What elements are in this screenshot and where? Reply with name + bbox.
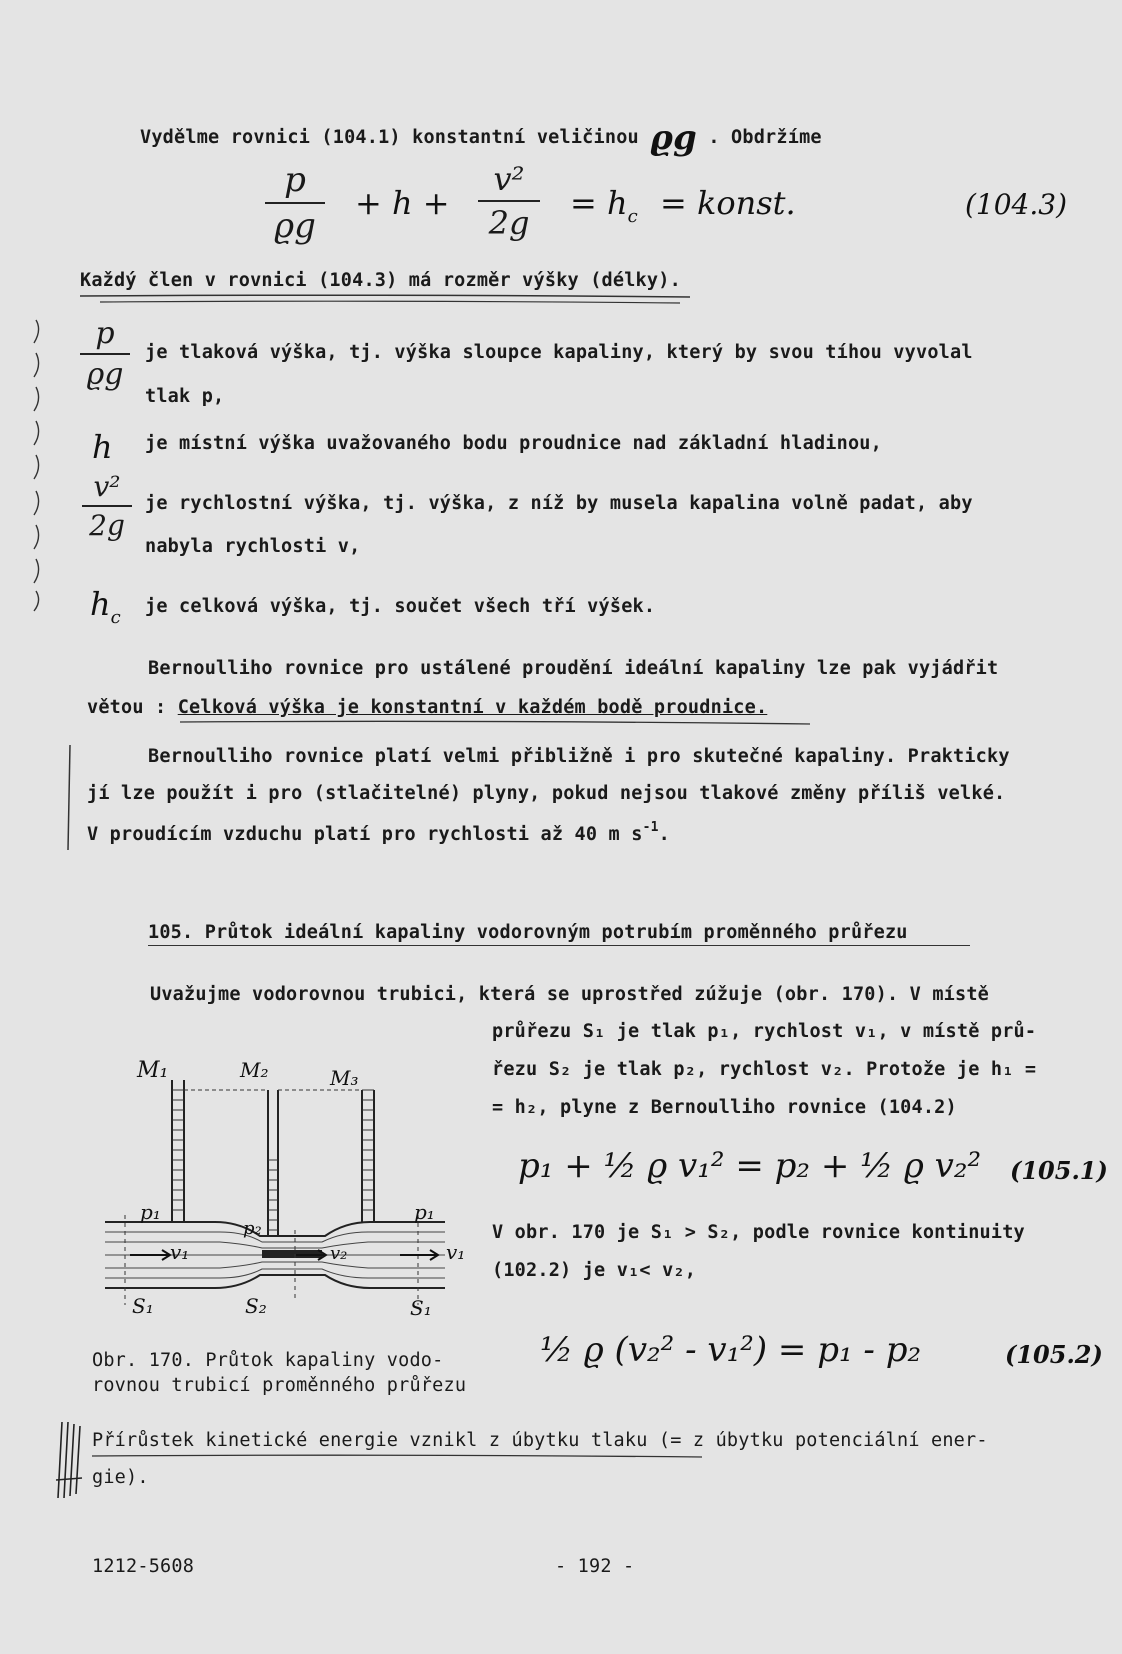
equation-105-1: p₁ + ½ ϱ v₁² = p₂ + ½ ϱ v₂² [518,1146,982,1186]
intro-post: . Obdržíme [708,127,822,148]
section-text2-line-1: V obr. 170 je S₁ > S₂, podle rovnice kontinuity [492,1222,1025,1243]
fig-label-m2: M₂ [240,1058,269,1082]
underline-bernoulli-statement [180,718,820,730]
intro-text: Vydělme rovnici (104.1) konstantní veličinou [140,127,639,148]
final-para-line-1: Přírůstek kinetické energie vznikl z úbytku tlaku (= z úbytku potenciální ener- [92,1430,988,1451]
each-term-sentence: Každý člen v rovnici (104.3) má rozměr výšky (délky). [80,270,681,291]
bernoulli-para-2-line-1: Bernoulliho rovnice platí velmi přibližně i pro skutečné kapaliny. Prakticky [148,746,1010,767]
def-symbol-v2-2g: v² 2g [82,470,132,542]
final-para-line-2: gie). [92,1467,149,1488]
def-3-line-1: je rychlostní výška, tj. výška, z níž by musela kapalina volně padat, aby [145,493,973,514]
margin-mark-final [52,1420,92,1500]
fig-label-s1-left: S₁ [132,1294,154,1318]
def-symbol-hc: $h_c$ [90,585,121,628]
fig-label-p2: p₂ [243,1218,262,1239]
fig-label-s1-right: S₁ [410,1296,432,1320]
section-text-line-3: řezu S₂ je tlak p₂, rychlost v₂. Protože je h₁ = [492,1059,1037,1080]
fig-label-v1-right: v₁ [446,1240,466,1264]
def-1-line-2: tlak p, [145,386,225,407]
fig-label-m1: M₁ [137,1058,169,1083]
eq-label-104-3: (104.3) [965,188,1068,221]
section-text-line-4: = h₂, plyne z Bernoulliho rovnice (104.2) [492,1097,957,1118]
footer-code: 1212-5608 [92,1556,195,1577]
section-heading-underline [148,945,970,946]
def-4-line-1: je celková výška, tj. součet všech tří výšek. [145,596,656,617]
def-1-line-1: je tlaková výška, tj. výška sloupce kapaliny, který by svou tíhou vyvolal [145,342,973,363]
fraction-v2-over-2g: v² 2g [478,160,540,242]
footer-page-number: - 192 - [555,1556,635,1577]
bernoulli-para-1-line-2: větou : Celková výška je konstantní v každém bodě proudnice. [87,697,768,718]
bernoulli-para-1-line-1: Bernoulliho rovnice pro ustálené proudění ideální kapaliny lze pak vyjádřit [148,658,999,679]
fig-label-p1-right: p₁ [414,1200,435,1224]
fig-label-p1-left: p₁ [140,1200,161,1224]
fig-label-s2: S₂ [245,1294,267,1318]
figure-170-pipe-diagram [100,1050,460,1310]
section-text-line-1: Uvažujme vodorovnou trubici, která se uprostřed zúžuje (obr. 170). V místě [150,984,990,1005]
section-heading: 105. Průtok ideální kapaliny vodorovným potrubím proměnného průřezu [148,922,908,943]
fig-label-v2: v₂ [330,1243,348,1264]
fraction-p-over-rho-g: p ϱg [265,160,325,246]
rhs-konst: = konst. [660,184,796,222]
intro-line [140,112,822,158]
rhs-hc: = $h_c$ [570,184,638,227]
def-symbol-p-rho-g: p ϱg [80,316,130,392]
def-2-line-1: je místní výška uvažovaného bodu proudnice nad základní hladinou, [145,433,882,454]
section-text-line-2: průřezu S₁ je tlak p₁, rychlost v₁, v místě prů- [492,1021,1037,1042]
bernoulli-para-2-line-2: jí lze použít i pro (stlačitelné) plyny, pokud nejsou tlakové změny příliš velké. [87,783,1006,804]
eq-label-105-1: (105.1) [1010,1156,1108,1185]
section-text2-line-2: (102.2) je v₁< v₂, [492,1260,697,1281]
eq-label-105-2: (105.2) [1005,1340,1103,1369]
def-symbol-h: h [92,428,113,466]
underline-each-term [80,293,700,305]
margin-line-para-2 [62,745,78,855]
underline-final [92,1452,712,1462]
rho-g-symbol: ϱg [650,118,698,158]
figure-caption-line-2: rovnou trubicí proměnného průřezu [92,1375,467,1396]
figure-caption-line-1: Obr. 170. Průtok kapaliny vodo- [92,1350,444,1371]
margin-bracket-marks [28,315,46,615]
plus-h: + h + [355,184,450,222]
equation-105-2: ½ ϱ (v₂² - v₁²) = p₁ - p₂ [540,1330,922,1370]
fig-label-m3: M₃ [330,1066,359,1090]
fig-label-v1-left: v₁ [170,1240,190,1264]
bernoulli-para-2-line-3: V proudícím vzduchu platí pro rychlosti až 40 m $s^{-1}$. [87,820,670,845]
def-3-line-2: nabyla rychlosti v, [145,536,361,557]
